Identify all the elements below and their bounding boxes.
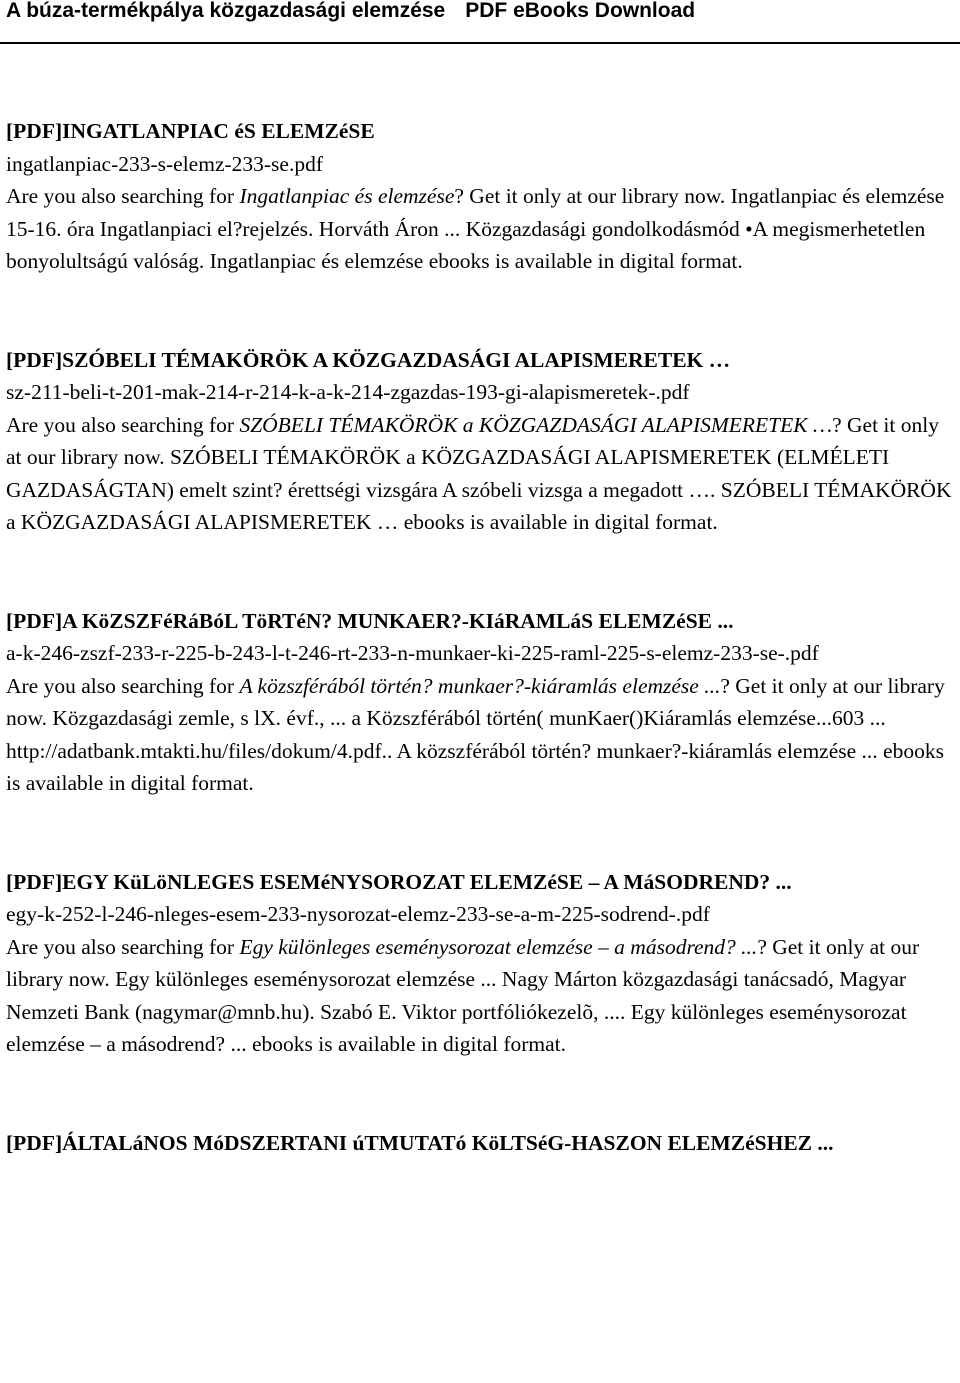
result-entry xyxy=(6,866,954,1061)
result-title-link[interactable]: [PDF]EGY KüLöNLEGES ESEMéNYSOROZAT ELEMZéSE – A MáSODREND? ... xyxy=(6,869,792,894)
result-filename: egy-k-252-l-246-nleges-esem-233-nysorozat-elemz-233-se-a-m-225-sodrend-.pdf xyxy=(6,902,710,926)
result-description xyxy=(6,180,954,278)
result-lead: Are you also searching for xyxy=(6,934,240,959)
result-lead: Are you also searching for xyxy=(6,412,240,437)
result-title-link[interactable]: [PDF]ÁLTALáNOS MóDSZERTANI úTMUTATó KöLTSéG-HASZON ELEMZéSHEZ ... xyxy=(6,1130,834,1155)
page-header xyxy=(0,0,960,44)
result-lead: Are you also searching for xyxy=(6,673,240,698)
results-list xyxy=(6,115,954,1225)
result-entry xyxy=(6,605,954,800)
result-entry xyxy=(6,115,954,278)
result-title-link[interactable]: [PDF]INGATLANPIAC éS ELEMZéSE xyxy=(6,119,375,143)
result-lead: Are you also searching for xyxy=(6,184,240,208)
result-title-link[interactable]: [PDF]SZÓBELI TÉMAKÖRÖK A KÖZGAZDASÁGI ALAPISMERETEK … xyxy=(6,347,731,372)
result-body: ? Get it only at our library now. SZÓBELI TÉMAKÖRÖK a KÖZGAZDASÁGI ALAPISMERETEK (ELMÉLETI GAZDASÁGTAN) emelt szint? érettségi vizsgára A szóbeli vizsga a megadott …. SZÓBELI TÉMAKÖRÖK a KÖZGAZDASÁGI ALAPISMERETEK … ebooks is available in digital format. xyxy=(6,412,952,534)
result-query: Egy különleges eseménysorozat elemzése – a másodrend? ... xyxy=(239,934,758,959)
result-description xyxy=(6,409,954,539)
result-filename: ingatlanpiac-233-s-elemz-233-se.pdf xyxy=(6,151,323,176)
result-body: ? Get it only at our library now. Ingatlanpiac és elemzése 15-16. óra Ingatlanpiaci el?rejelzés. Horváth Áron ... Közgazdasági gondolkodásmód •A megismerhetetlen bonyolultságú valóság. Ingatlanpiac és elemzése ebooks is available in digital format. xyxy=(6,184,945,273)
result-description xyxy=(6,931,954,1061)
result-body: ? Get it only at our library now. Közgazdasági zemle, s lX. évf., ... a Közszférából történ( munKaer()Kiáramlás elemzése...603 ... http://adatbank.mtakti.hu/files/dokum/4.pdf.. A közszférából történ? munkaer?-kiáramlás elemzése ... ebooks is available in digital format. xyxy=(6,673,945,795)
result-filename: a-k-246-zszf-233-r-225-b-243-l-t-246-rt-233-n-munkaer-ki-225-raml-225-s-elemz-233-se-.pdf xyxy=(6,641,819,665)
result-description xyxy=(6,670,954,800)
result-body: ? Get it only at our library now. Egy különleges eseménysorozat elemzése ... Nagy Márton közgazdasági tanácsadó, Magyar Nemzeti Bank (nagymar@mnb.hu). Szabó E. Viktor portfóliókezelõ, .... Egy különleges eseménysorozat elemzése – a másodrend? ... ebooks is available in digital format. xyxy=(6,934,920,1056)
result-entry xyxy=(6,1127,954,1160)
result-entry xyxy=(6,344,954,539)
result-query: A közszférából történ? munkaer?-kiáramlás elemzése ... xyxy=(239,673,721,698)
result-filename: sz-211-beli-t-201-mak-214-r-214-k-a-k-214-zgazdas-193-gi-alapismeretek-.pdf xyxy=(6,380,690,404)
result-query: SZÓBELI TÉMAKÖRÖK a KÖZGAZDASÁGI ALAPISMERETEK … xyxy=(239,412,833,437)
result-title-link[interactable]: [PDF]A KöZSZFéRáBóL TöRTéN? MUNKAER?-KIáRAMLáS ELEMZéSE ... xyxy=(6,608,734,633)
result-query: Ingatlanpiac és elemzése xyxy=(239,184,455,208)
page-title: A búza-termékpálya közgazdasági elemzése xyxy=(6,0,446,22)
page-subtitle: PDF eBooks Download xyxy=(465,0,696,22)
